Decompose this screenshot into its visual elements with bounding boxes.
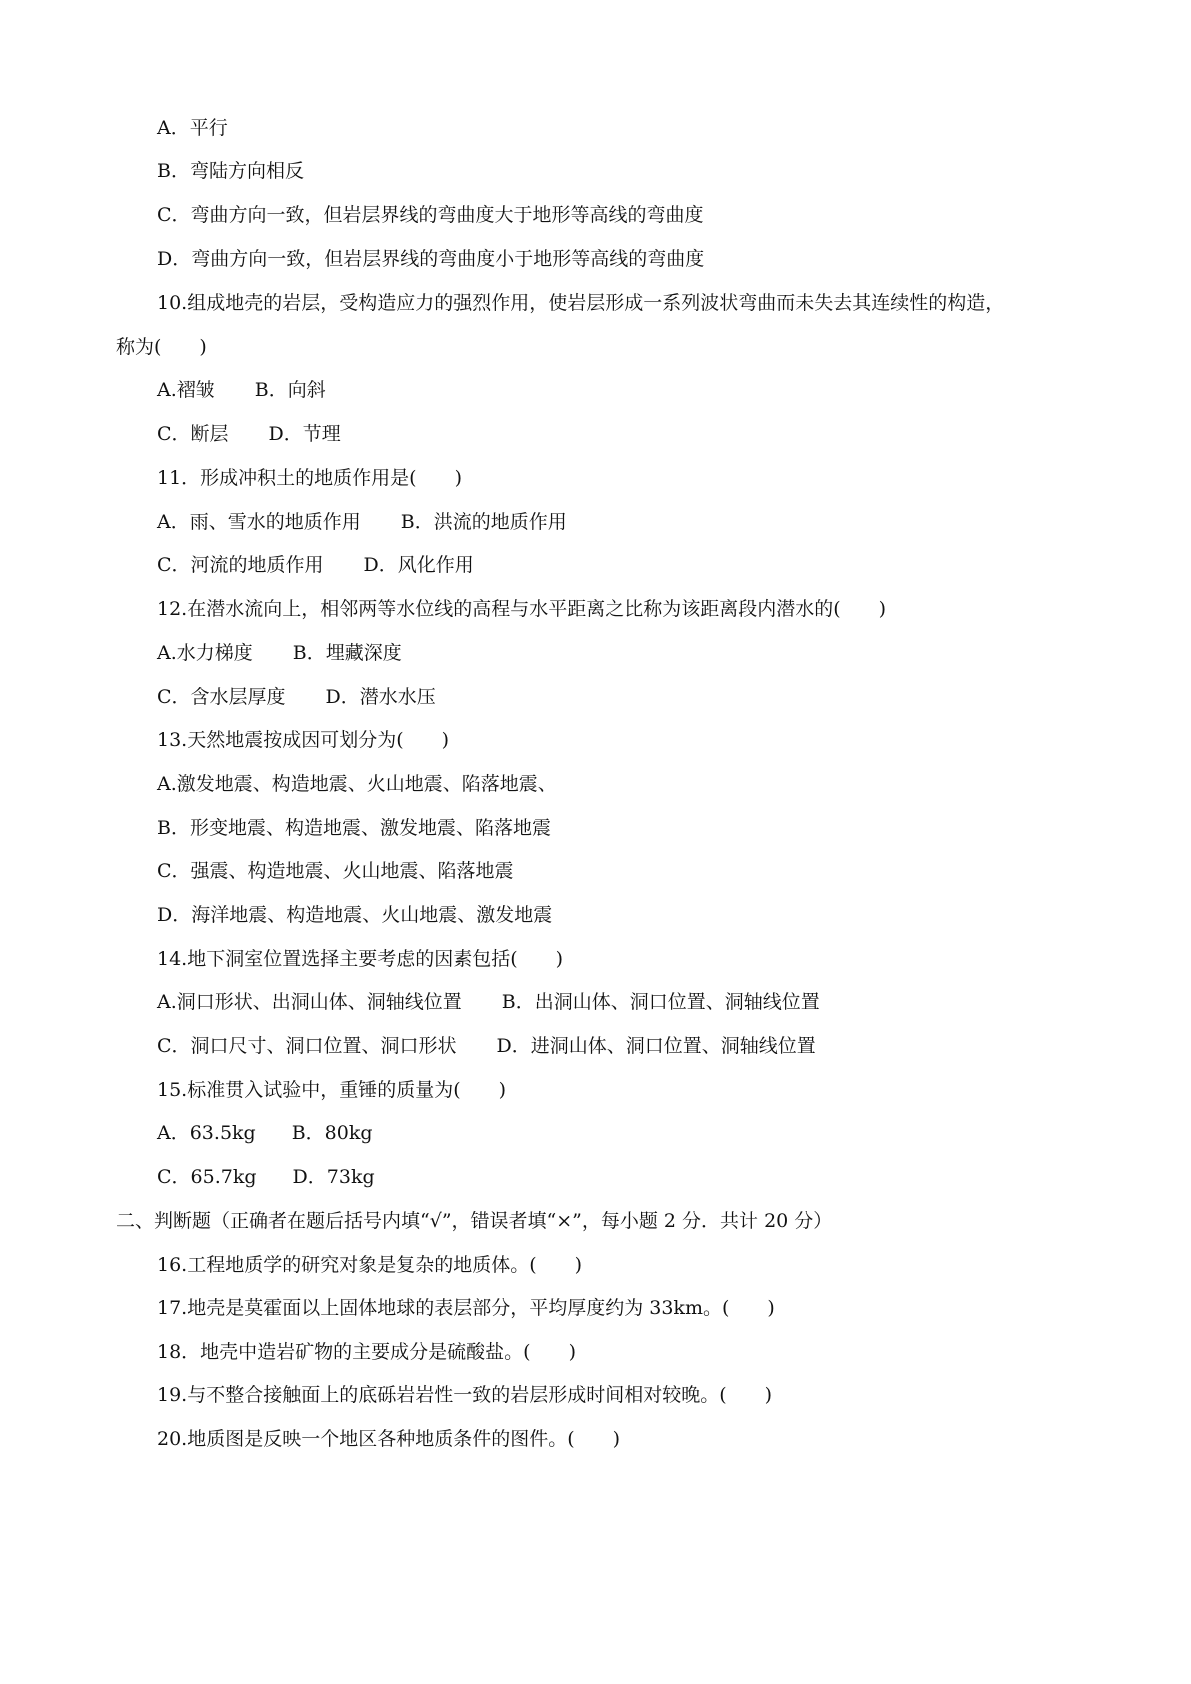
- option-q14-b: B．出洞山体、洞口位置、洞轴线位置: [501, 991, 820, 1013]
- question-15: 15.标准贯入试验中，重锤的质量为( ): [157, 1079, 507, 1101]
- option-q13-d: D．海洋地震、构造地震、火山地震、激发地震: [157, 904, 553, 926]
- option-q15-d: D．73kg: [292, 1166, 375, 1188]
- option-q10-c: C．断层: [157, 423, 229, 445]
- options-q15-ab: [157, 1121, 373, 1145]
- question-10-continuation: 称为( ): [116, 336, 207, 358]
- option-q10-d: D．节理: [268, 423, 341, 445]
- option-q13-a: A.激发地震、构造地震、火山地震、陷落地震、: [157, 773, 557, 795]
- option-q15-b: B．80kg: [291, 1122, 373, 1144]
- option-q11-c: C．河流的地质作用: [157, 554, 324, 576]
- options-q10-cd: [157, 422, 341, 446]
- option-q12-c: C．含水层厚度: [157, 686, 286, 708]
- option-q12-a: A.水力梯度: [157, 642, 253, 664]
- option-q9-a: A．平行: [157, 117, 228, 139]
- question-11: 11．形成冲积土的地质作用是( ): [157, 467, 463, 489]
- question-18: 18．地壳中造岩矿物的主要成分是硫酸盐。( ): [157, 1341, 577, 1363]
- question-20: 20.地质图是反映一个地区各种地质条件的图件。( ): [157, 1428, 621, 1450]
- option-q14-a: A.洞口形状、出洞山体、洞轴线位置: [157, 991, 462, 1013]
- option-q14-d: D．进洞山体、洞口位置、洞轴线位置: [496, 1035, 816, 1057]
- option-q10-b: B．向斜: [254, 379, 326, 401]
- options-q12-ab: [157, 641, 402, 665]
- option-q12-d: D．潜水水压: [325, 686, 436, 708]
- options-q15-cd: [157, 1165, 375, 1189]
- option-q11-a: A．雨、雪水的地质作用: [157, 511, 361, 533]
- options-q14-ab: [157, 990, 820, 1014]
- question-14: 14.地下洞室位置选择主要考虑的因素包括( ): [157, 948, 564, 970]
- option-q15-c: C．65.7kg: [157, 1166, 257, 1188]
- option-q10-a: A.褶皱: [157, 379, 215, 401]
- question-19: 19.与不整合接触面上的底砾岩岩性一致的岩层形成时间相对较晚。( ): [157, 1384, 773, 1406]
- option-q9-d: D．弯曲方向一致，但岩层界线的弯曲度小于地形等高线的弯曲度: [157, 248, 705, 270]
- question-17: 17.地壳是莫霍面以上固体地球的表层部分，平均厚度约为 33km。( ): [157, 1297, 775, 1319]
- options-q11-cd: [157, 553, 474, 577]
- question-12: 12.在潜水流向上，相邻两等水位线的高程与水平距离之比称为该距离段内潜水的( ): [157, 598, 887, 620]
- options-q11-ab: [157, 510, 567, 534]
- option-q15-a: A．63.5kg: [157, 1122, 256, 1144]
- question-10: 10.组成地壳的岩层，受构造应力的强烈作用，使岩层形成一系列波状弯曲而未失去其连续性的构造，: [157, 292, 1005, 314]
- question-16: 16.工程地质学的研究对象是复杂的地质体。( ): [157, 1254, 583, 1276]
- options-q14-cd: [157, 1034, 816, 1058]
- option-q11-d: D．风化作用: [363, 554, 474, 576]
- section-heading-true-false: 二、判断题（正确者在题后括号内填“√”，错误者填“×”，每小题 2 分．共计 20 分）: [116, 1210, 833, 1232]
- option-q11-b: B．洪流的地质作用: [400, 511, 567, 533]
- question-13: 13.天然地震按成因可划分为( ): [157, 729, 450, 751]
- option-q9-b: B．弯陆方向相反: [157, 160, 304, 182]
- option-q14-c: C．洞口尺寸、洞口位置、洞口形状: [157, 1035, 457, 1057]
- options-q12-cd: [157, 685, 436, 709]
- option-q9-c: C．弯曲方向一致，但岩层界线的弯曲度大于地形等高线的弯曲度: [157, 204, 704, 226]
- option-q13-c: C．强震、构造地震、火山地震、陷落地震: [157, 860, 514, 882]
- option-q13-b: B．形变地震、构造地震、激发地震、陷落地震: [157, 817, 551, 839]
- options-q10-ab: [157, 378, 326, 402]
- option-q12-b: B．埋藏深度: [292, 642, 402, 664]
